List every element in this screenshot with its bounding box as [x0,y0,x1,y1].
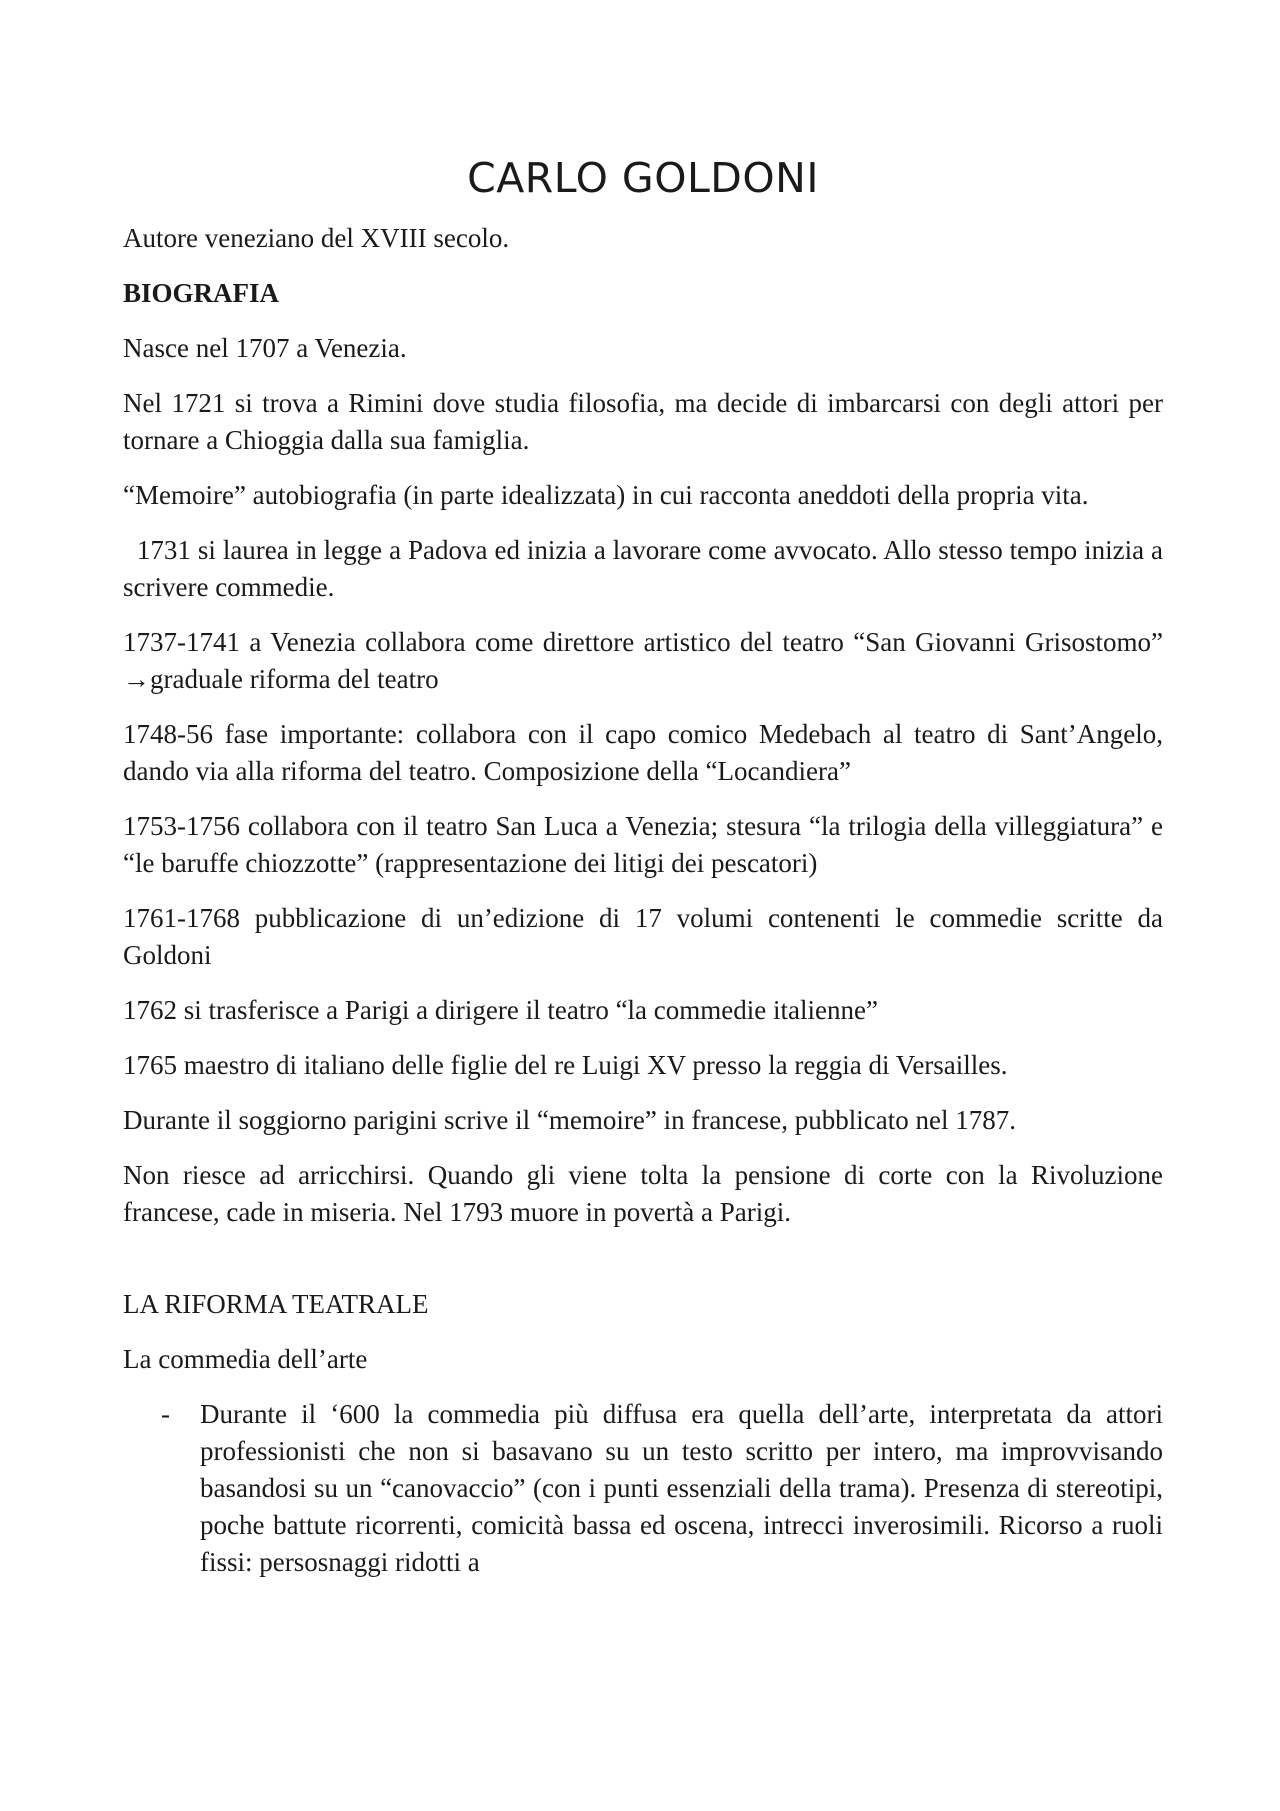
page-title: CARLO GOLDONI [467,154,819,202]
list-item-text: Durante il ‘600 la commedia più diffusa era quella dell’arte, interpretata da attori professionisti che non si basavano su un testo scritto per intero, ma improvvisando basandosi su un “canovaccio” (con i punti essenziali della trama). Presenza di stereotipi, poche battute ricorrenti, comicità bassa ed oscena, intrecci inverosimili. Ricorso a ruoli fissi: persosnaggi ridotti a [200,1399,1163,1577]
biography-paragraph-death: Non riesce ad arricchirsi. Quando gli viene tolta la pensione di corte con la Rivoluzione francese, cade in miseria. Nel 1793 muore in povertà a Parigi. [123,1160,1163,1227]
bullet-marker: - [161,1399,170,1429]
biography-paragraph-1762: 1762 si trasferisce a Parigi a dirigere il teatro “la commedie italienne” [123,995,878,1025]
biography-paragraph-1731: 1731 si laurea in legge a Padova ed inizia a lavorare come avvocato. Allo stesso tempo inizia a scrivere commedie. [123,535,1163,602]
section-spacer [123,1249,1163,1286]
list-item [123,1396,1163,1581]
biography-heading: BIOGRAFIA [123,278,280,308]
reform-heading: LA RIFORMA TEATRALE [123,1289,429,1319]
biography-paragraph-paris: Durante il soggiorno parigini scrive il “memoire” in francese, pubblicato nel 1787. [123,1105,1016,1135]
biography-paragraph-1721: Nel 1721 si trova a Rimini dove studia filosofia, ma decide di imbarcarsi con degli attori per tornare a Chioggia dalla sua famiglia. [123,388,1163,455]
commedia-arte-list [123,1396,1163,1581]
intro-paragraph: Autore veneziano del XVIII secolo. [123,223,510,253]
biography-paragraph-1761: 1761-1768 pubblicazione di un’edizione di 17 volumi contenenti le commedie scritte da Goldoni [123,903,1163,970]
biography-paragraph-memoire: “Memoire” autobiografia (in parte idealizzata) in cui racconta aneddoti della propria vita. [123,480,1089,510]
biography-paragraph-1765: 1765 maestro di italiano delle figlie del re Luigi XV presso la reggia di Versailles. [123,1050,1008,1080]
biography-paragraph-birth: Nasce nel 1707 a Venezia. [123,333,407,363]
biography-paragraph-1737: 1737-1741 a Venezia collabora come direttore artistico del teatro “San Giovanni Grisostomo” →graduale riforma del teatro [123,627,1163,694]
document-body [123,150,1163,1581]
commedia-arte-subheading: La commedia dell’arte [123,1344,368,1374]
biography-paragraph-1748: 1748-56 fase importante: collabora con il capo comico Medebach al teatro di Sant’Angelo, dando via alla riforma del teatro. Composizione della “Locandiera” [123,719,1163,786]
biography-paragraph-1753: 1753-1756 collabora con il teatro San Luca a Venezia; stesura “la trilogia della villeggiatura” e “le baruffe chiozzotte” (rappresentazione dei litigi dei pescatori) [123,811,1163,878]
